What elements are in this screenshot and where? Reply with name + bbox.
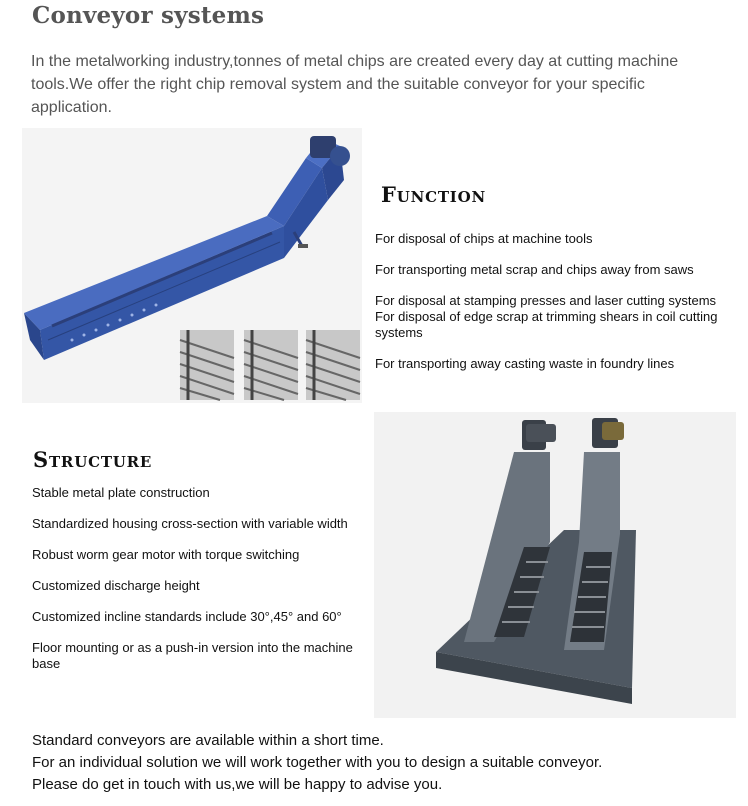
page-title: Conveyor systems bbox=[32, 2, 265, 29]
closing-text bbox=[32, 730, 732, 796]
list-item: Standardized housing cross-section with variable width bbox=[32, 516, 348, 531]
closing-line: For an individual solution we will work together with you to design a suitable conveyor. bbox=[32, 754, 603, 771]
structure-list bbox=[32, 485, 362, 687]
list-item: For disposal of chips at machine tools bbox=[375, 231, 593, 246]
closing-line: Please do get in touch with us,we will be happy to advise you. bbox=[32, 776, 443, 793]
function-list bbox=[375, 231, 725, 387]
list-item: Stable metal plate construction bbox=[32, 485, 210, 500]
closing-line: Standard conveyors are available within a short time. bbox=[32, 732, 384, 749]
list-item: For transporting away casting waste in foundry lines bbox=[375, 356, 675, 371]
list-item: For transporting metal scrap and chips away from saws bbox=[375, 262, 694, 277]
list-item: Customized discharge height bbox=[32, 578, 200, 593]
list-item: For disposal of edge scrap at trimming shears in coil cutting systems bbox=[375, 309, 718, 340]
grey-conveyor-image bbox=[374, 412, 736, 718]
list-item: For disposal at stamping presses and laser cutting systems bbox=[375, 293, 717, 308]
list-item: Floor mounting or as a push-in version into the machine base bbox=[32, 640, 353, 671]
intro-paragraph: In the metalworking industry,tonnes of metal chips are created every day at cutting machine tools.We offer the right chip removal system and the suitable conveyor for your specific application. bbox=[31, 53, 679, 116]
list-item: Customized incline standards include 30°,45° and 60° bbox=[32, 609, 342, 624]
blue-conveyor-image bbox=[22, 128, 362, 403]
function-heading: Function bbox=[381, 182, 486, 207]
structure-heading: Structure bbox=[33, 447, 153, 472]
list-item: Robust worm gear motor with torque switching bbox=[32, 547, 300, 562]
